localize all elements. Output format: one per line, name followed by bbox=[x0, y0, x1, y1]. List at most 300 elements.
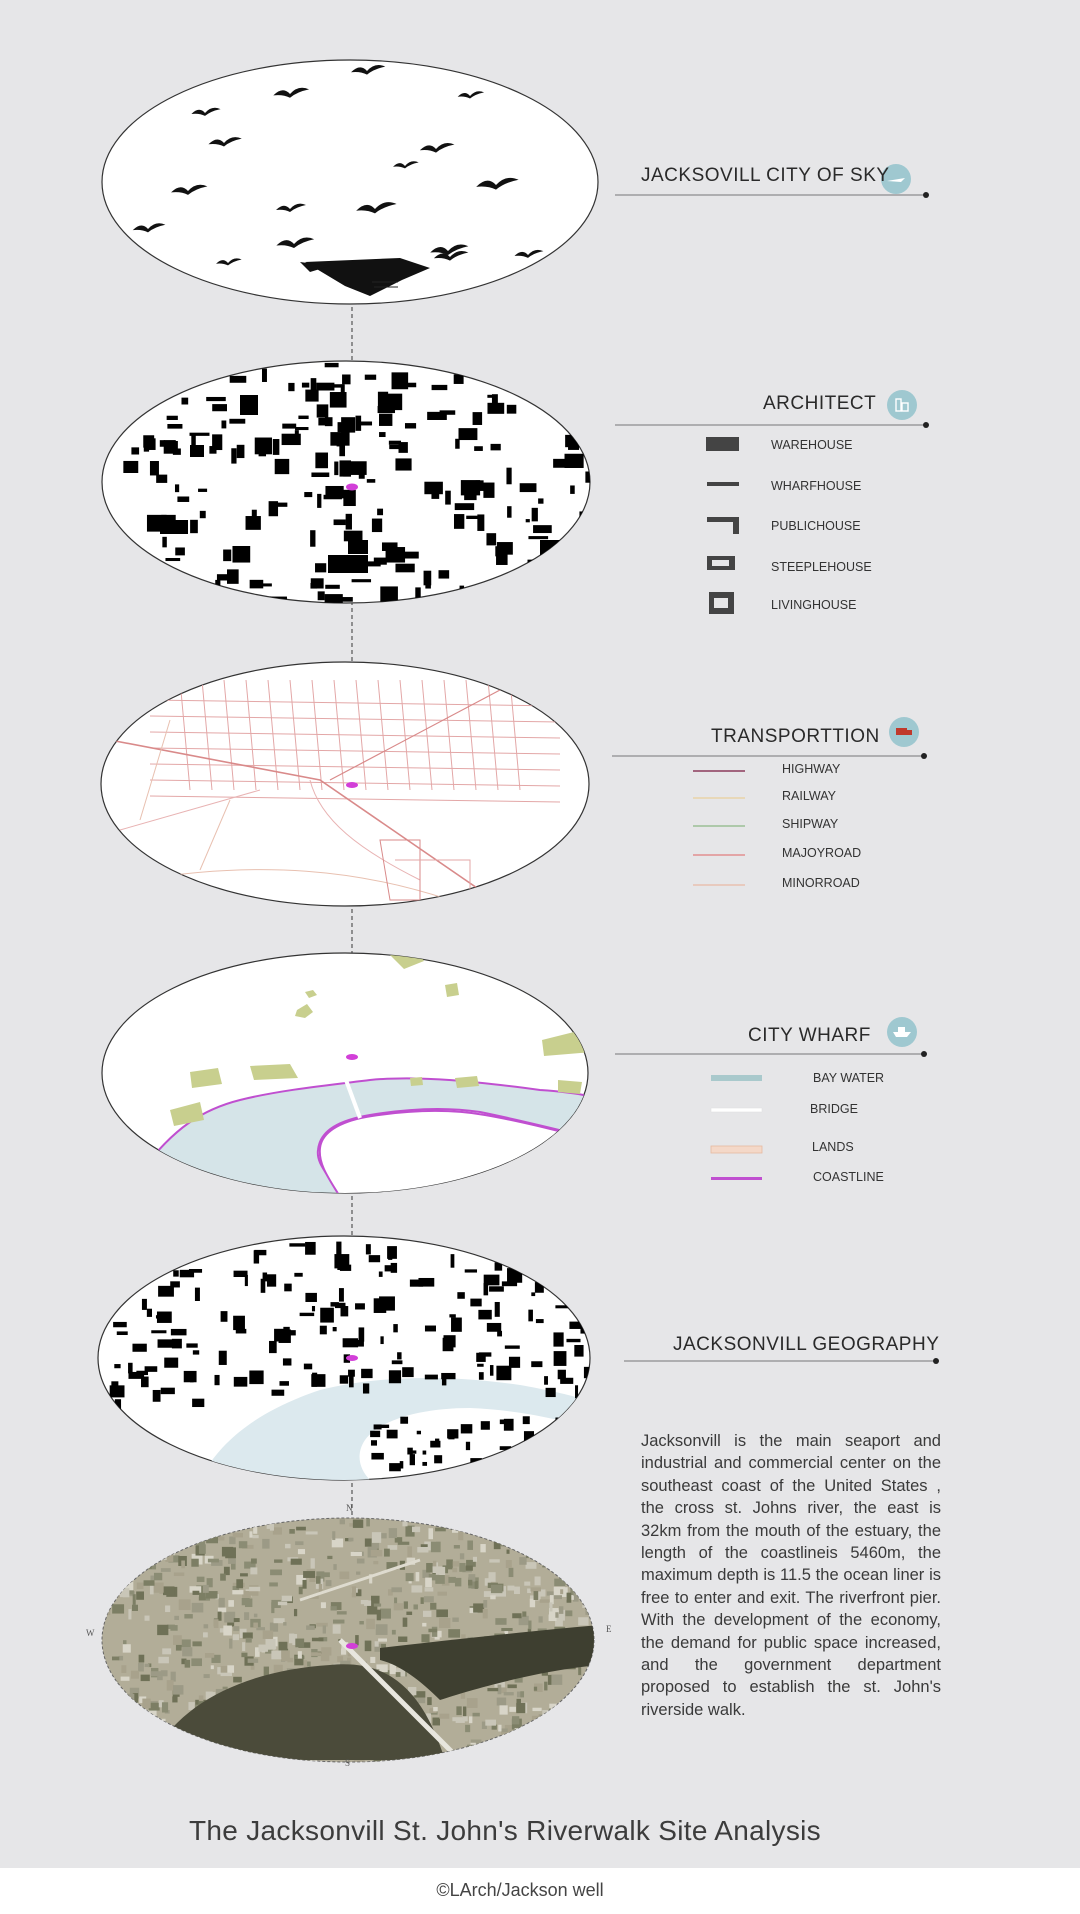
aerial-patch bbox=[578, 1667, 581, 1675]
aerial-patch bbox=[174, 1616, 179, 1620]
building-footprint bbox=[147, 1309, 152, 1317]
aerial-patch bbox=[152, 1546, 158, 1556]
legend-label: STEEPLEHOUSE bbox=[771, 560, 872, 574]
aerial-patch bbox=[517, 1538, 522, 1548]
aerial-patch bbox=[176, 1534, 187, 1543]
aerial-patch bbox=[542, 1761, 545, 1771]
aerial-patch bbox=[206, 1535, 218, 1544]
aerial-patch bbox=[136, 1591, 144, 1599]
building-icon bbox=[887, 390, 917, 420]
building-footprint bbox=[400, 1461, 404, 1468]
building-footprint bbox=[341, 417, 355, 432]
aerial-patch bbox=[534, 1740, 543, 1747]
aerial-patch bbox=[572, 1759, 580, 1764]
aerial-patch bbox=[294, 1609, 297, 1616]
aerial-patch bbox=[525, 1517, 531, 1521]
building-footprint bbox=[417, 1431, 421, 1435]
building-footprint bbox=[234, 1271, 248, 1277]
building-footprint bbox=[156, 475, 167, 483]
aerial-patch bbox=[363, 1761, 370, 1770]
aerial-patch bbox=[359, 1621, 363, 1624]
aerial-patch bbox=[214, 1619, 219, 1628]
aerial-patch bbox=[548, 1717, 554, 1727]
building-footprint bbox=[534, 1460, 538, 1467]
aerial-patch bbox=[377, 1610, 381, 1621]
aerial-patch bbox=[591, 1571, 600, 1578]
aerial-patch bbox=[500, 1705, 508, 1714]
aerial-patch bbox=[139, 1655, 145, 1663]
building-footprint bbox=[579, 511, 587, 517]
legend-swatch bbox=[711, 1177, 762, 1180]
aerial-patch bbox=[273, 1527, 282, 1534]
building-footprint bbox=[442, 1379, 446, 1386]
aerial-patch bbox=[117, 1578, 125, 1583]
aerial-patch bbox=[311, 1558, 315, 1568]
aerial-patch bbox=[439, 1618, 450, 1628]
building-footprint bbox=[311, 473, 329, 477]
aerial-patch bbox=[514, 1587, 520, 1594]
building-footprint bbox=[272, 1390, 285, 1396]
aerial-patch bbox=[398, 1542, 410, 1545]
building-footprint bbox=[334, 462, 338, 476]
building-footprint bbox=[282, 424, 296, 429]
aerial-patch bbox=[278, 1602, 287, 1606]
building-footprint bbox=[389, 1370, 401, 1383]
aerial-patch bbox=[163, 1586, 175, 1595]
building-footprint bbox=[275, 459, 290, 474]
aerial-patch bbox=[448, 1577, 455, 1583]
warehouse-glyph bbox=[706, 437, 739, 451]
aerial-patch bbox=[553, 1742, 558, 1748]
aerial-patch bbox=[154, 1726, 162, 1737]
building-footprint bbox=[294, 1273, 302, 1277]
aerial-patch bbox=[137, 1583, 144, 1589]
aerial-patch bbox=[548, 1675, 552, 1685]
aerial-patch bbox=[233, 1634, 239, 1640]
legend-swatch bbox=[711, 1146, 762, 1153]
building-footprint bbox=[395, 458, 411, 470]
aerial-patch bbox=[460, 1754, 464, 1761]
aerial-patch bbox=[565, 1723, 572, 1727]
building-footprint bbox=[114, 1364, 120, 1368]
aerial-patch bbox=[337, 1611, 347, 1614]
aerial-patch bbox=[145, 1561, 152, 1569]
aerial-patch bbox=[357, 1559, 365, 1564]
aerial-patch bbox=[132, 1549, 139, 1557]
aerial-patch bbox=[323, 1572, 330, 1577]
aerial-patch bbox=[522, 1611, 526, 1616]
building-footprint bbox=[527, 560, 537, 574]
aerial-photo-layer bbox=[100, 1516, 609, 1775]
building-footprint bbox=[221, 420, 226, 428]
aerial-patch bbox=[548, 1525, 556, 1536]
aerial-patch bbox=[551, 1724, 555, 1734]
building-footprint bbox=[507, 1268, 522, 1283]
building-footprint bbox=[320, 1326, 327, 1335]
aerial-patch bbox=[576, 1701, 582, 1707]
building-footprint bbox=[459, 428, 478, 440]
building-footprint bbox=[484, 1283, 489, 1295]
aerial-patch bbox=[145, 1710, 157, 1717]
aerial-patch bbox=[220, 1628, 224, 1632]
aerial-patch bbox=[366, 1619, 375, 1629]
building-footprint bbox=[128, 1363, 133, 1374]
aerial-patch bbox=[234, 1520, 239, 1526]
aerial-patch bbox=[243, 1632, 253, 1638]
aerial-patch bbox=[173, 1635, 182, 1645]
aerial-patch bbox=[112, 1657, 119, 1661]
aerial-patch bbox=[173, 1685, 183, 1694]
aerial-patch bbox=[425, 1587, 434, 1591]
building-footprint bbox=[230, 376, 247, 383]
aerial-patch bbox=[184, 1764, 189, 1769]
aerial-patch bbox=[439, 1519, 448, 1522]
building-footprint bbox=[255, 438, 272, 455]
building-footprint bbox=[374, 1424, 382, 1429]
building-footprint bbox=[289, 1243, 305, 1246]
building-footprint bbox=[431, 492, 439, 498]
building-footprint bbox=[402, 1367, 414, 1377]
building-footprint bbox=[227, 569, 239, 583]
building-footprint bbox=[455, 439, 459, 449]
aerial-patch bbox=[570, 1739, 574, 1745]
building-footprint bbox=[544, 1376, 548, 1385]
aerial-patch bbox=[158, 1657, 169, 1663]
rule-end-dot bbox=[921, 753, 927, 759]
aerial-patch bbox=[122, 1557, 132, 1563]
building-footprint bbox=[279, 1329, 291, 1342]
aerial-patch bbox=[544, 1536, 547, 1542]
aerial-patch bbox=[501, 1529, 510, 1533]
building-footprint bbox=[269, 501, 278, 516]
aerial-patch bbox=[507, 1586, 514, 1591]
aerial-patch bbox=[128, 1567, 138, 1578]
building-footprint bbox=[388, 1256, 392, 1260]
building-footprint bbox=[470, 1299, 481, 1307]
building-footprint bbox=[164, 1358, 178, 1368]
wharf-layer bbox=[102, 951, 600, 1200]
aerial-patch bbox=[375, 1641, 379, 1646]
legend-label: MINORROAD bbox=[782, 876, 860, 890]
aerial-patch bbox=[193, 1591, 200, 1595]
aerial-patch bbox=[544, 1728, 554, 1733]
aerial-patch bbox=[482, 1517, 492, 1527]
aerial-patch bbox=[298, 1549, 305, 1554]
aerial-patch bbox=[406, 1612, 412, 1615]
aerial-patch bbox=[517, 1540, 524, 1544]
aerial-patch bbox=[483, 1600, 487, 1608]
aerial-patch bbox=[421, 1597, 424, 1604]
aerial-patch bbox=[246, 1638, 252, 1643]
building-footprint bbox=[481, 1421, 490, 1430]
wharfhouse-glyph bbox=[707, 482, 739, 486]
building-footprint bbox=[528, 536, 548, 539]
aerial-patch bbox=[133, 1745, 142, 1756]
aerial-patch bbox=[433, 1707, 438, 1711]
aerial-patch bbox=[518, 1527, 528, 1532]
aerial-patch bbox=[107, 1531, 111, 1537]
building-footprint bbox=[262, 369, 267, 382]
aerial-patch bbox=[534, 1687, 537, 1691]
aerial-patch bbox=[506, 1560, 512, 1568]
aerial-patch bbox=[181, 1561, 185, 1569]
aerial-patch bbox=[107, 1736, 114, 1739]
aerial-patch bbox=[101, 1519, 111, 1526]
aerial-patch bbox=[456, 1706, 461, 1715]
aerial-patch bbox=[247, 1762, 256, 1771]
aerial-patch bbox=[298, 1651, 302, 1658]
building-footprint bbox=[315, 563, 326, 572]
aerial-patch bbox=[392, 1630, 396, 1635]
aerial-patch bbox=[283, 1622, 286, 1626]
building-footprint bbox=[231, 448, 236, 463]
aerial-patch bbox=[188, 1764, 192, 1769]
aerial-patch bbox=[507, 1741, 516, 1752]
building-footprint bbox=[206, 397, 226, 401]
aerial-patch bbox=[574, 1574, 583, 1581]
building-footprint bbox=[330, 392, 347, 408]
legend-label: HIGHWAY bbox=[782, 762, 841, 776]
building-footprint bbox=[461, 1424, 473, 1433]
aerial-patch bbox=[598, 1574, 607, 1578]
aerial-patch bbox=[333, 1764, 344, 1770]
building-footprint bbox=[492, 394, 498, 409]
aerial-patch bbox=[141, 1675, 150, 1681]
aerial-patch bbox=[199, 1593, 206, 1601]
aerial-patch bbox=[218, 1755, 229, 1765]
aerial-patch bbox=[126, 1544, 129, 1553]
aerial-patch bbox=[162, 1702, 168, 1712]
building-footprint bbox=[546, 1388, 556, 1397]
aerial-patch bbox=[577, 1737, 587, 1743]
legend-swatch bbox=[711, 1075, 762, 1081]
building-footprint bbox=[253, 583, 272, 586]
building-footprint bbox=[176, 1342, 180, 1346]
aerial-patch bbox=[176, 1539, 185, 1546]
building-footprint bbox=[365, 375, 376, 380]
aerial-patch bbox=[585, 1719, 590, 1723]
building-footprint bbox=[371, 1440, 377, 1445]
aerial-patch bbox=[463, 1707, 466, 1717]
aerial-patch bbox=[138, 1762, 147, 1770]
aerial-patch bbox=[311, 1652, 321, 1656]
aerial-patch bbox=[398, 1637, 407, 1642]
aerial-patch bbox=[432, 1718, 440, 1726]
building-footprint bbox=[449, 1314, 455, 1317]
aerial-patch bbox=[123, 1640, 126, 1644]
aerial-patch bbox=[498, 1725, 501, 1732]
building-footprint bbox=[209, 446, 216, 454]
aerial-patch bbox=[520, 1691, 524, 1697]
legend-label: COASTLINE bbox=[813, 1170, 884, 1184]
building-footprint bbox=[425, 1326, 436, 1332]
aerial-patch bbox=[129, 1756, 134, 1763]
building-footprint bbox=[422, 1462, 427, 1466]
aerial-patch bbox=[232, 1590, 243, 1594]
aerial-patch bbox=[578, 1617, 588, 1625]
building-footprint bbox=[173, 1270, 178, 1276]
rule-end-dot bbox=[921, 1051, 927, 1057]
aerial-patch bbox=[558, 1523, 569, 1533]
building-footprint bbox=[461, 480, 480, 495]
aerial-patch bbox=[495, 1618, 506, 1625]
aerial-patch bbox=[123, 1644, 131, 1652]
building-footprint bbox=[177, 496, 189, 501]
building-footprint bbox=[195, 1288, 200, 1301]
building-footprint bbox=[190, 1374, 194, 1383]
aerial-patch bbox=[439, 1714, 449, 1719]
aerial-patch bbox=[192, 1641, 201, 1646]
building-footprint bbox=[283, 1358, 292, 1365]
building-footprint bbox=[221, 1311, 228, 1322]
wharf-layer-title: CITY WHARF bbox=[748, 1025, 871, 1046]
aerial-patch bbox=[138, 1663, 144, 1672]
aerial-patch bbox=[122, 1560, 126, 1570]
aerial-patch bbox=[533, 1546, 542, 1552]
building-footprint bbox=[504, 1419, 514, 1431]
rule-end-dot bbox=[923, 192, 929, 198]
aerial-patch bbox=[145, 1763, 153, 1774]
aerial-patch bbox=[426, 1762, 432, 1771]
building-footprint bbox=[317, 404, 329, 417]
building-footprint bbox=[533, 525, 552, 533]
aerial-patch bbox=[158, 1719, 166, 1723]
aerial-patch bbox=[106, 1552, 115, 1557]
aerial-patch bbox=[581, 1571, 593, 1576]
aerial-patch bbox=[340, 1661, 350, 1665]
building-footprint bbox=[200, 511, 206, 518]
aerial-patch bbox=[104, 1527, 113, 1536]
aerial-patch bbox=[244, 1516, 249, 1520]
aerial-patch bbox=[264, 1667, 269, 1676]
building-footprint bbox=[560, 1460, 569, 1471]
building-footprint bbox=[569, 1322, 582, 1329]
aerial-patch bbox=[488, 1572, 495, 1582]
aerial-patch bbox=[144, 1529, 152, 1533]
building-footprint bbox=[509, 1357, 520, 1368]
building-footprint bbox=[363, 1383, 369, 1393]
building-footprint bbox=[117, 1331, 128, 1335]
building-footprint bbox=[385, 1265, 394, 1271]
aerial-patch bbox=[540, 1743, 550, 1748]
building-footprint bbox=[425, 583, 431, 589]
aerial-patch bbox=[145, 1664, 150, 1667]
building-footprint bbox=[392, 1360, 403, 1364]
aerial-patch bbox=[224, 1612, 235, 1623]
building-footprint bbox=[489, 1286, 504, 1291]
building-footprint bbox=[240, 395, 258, 415]
aerial-patch bbox=[253, 1535, 259, 1538]
aerial-patch bbox=[168, 1758, 171, 1768]
building-footprint bbox=[411, 1450, 416, 1453]
aerial-patch bbox=[192, 1603, 204, 1613]
aerial-patch bbox=[339, 1572, 349, 1580]
aerial-patch bbox=[523, 1757, 527, 1765]
building-footprint bbox=[219, 1351, 227, 1365]
aerial-patch bbox=[316, 1623, 328, 1627]
building-footprint bbox=[395, 564, 414, 573]
aerial-patch bbox=[138, 1719, 144, 1727]
compass-east: E bbox=[606, 1624, 612, 1634]
aerial-patch bbox=[102, 1562, 106, 1569]
legend-label: WHARFHOUSE bbox=[771, 479, 862, 493]
aerial-patch bbox=[204, 1624, 209, 1628]
aerial-patch bbox=[515, 1728, 526, 1734]
aerial-patch bbox=[465, 1725, 470, 1732]
aerial-patch bbox=[103, 1737, 113, 1741]
aerial-patch bbox=[154, 1573, 162, 1580]
building-footprint bbox=[217, 574, 229, 580]
building-footprint bbox=[505, 1345, 520, 1348]
aerial-patch bbox=[554, 1587, 565, 1596]
building-footprint bbox=[352, 579, 371, 582]
aerial-patch bbox=[331, 1606, 337, 1610]
aerial-patch bbox=[428, 1629, 437, 1633]
aerial-patch bbox=[151, 1671, 162, 1676]
aerial-patch bbox=[370, 1657, 375, 1663]
aerial-patch bbox=[353, 1520, 363, 1528]
aerial-patch bbox=[421, 1634, 429, 1642]
aerial-patch bbox=[486, 1764, 492, 1772]
aerial-patch bbox=[384, 1549, 390, 1557]
building-footprint bbox=[304, 492, 312, 497]
aerial-patch bbox=[452, 1568, 457, 1573]
building-footprint bbox=[165, 558, 180, 561]
aerial-patch bbox=[282, 1596, 292, 1602]
aerial-patch bbox=[436, 1567, 445, 1575]
aerial-patch bbox=[122, 1759, 133, 1768]
aerial-patch bbox=[165, 1552, 173, 1562]
aerial-patch bbox=[531, 1523, 541, 1527]
aerial-patch bbox=[574, 1586, 577, 1590]
aerial-patch bbox=[562, 1567, 566, 1571]
building-footprint bbox=[273, 439, 280, 455]
site-description: Jacksonvill is the main seaport and industrial and commercial center on the southeast coast of the United States , the cross st. Johns river, the east is 32km from the mouth of the estuary, the length of the coastlineis 5460m, the maximum depth is 11.5 the ocean liner is free to enter and exit. The riverfront pier. With the development of the economy, the demand for public space increased, and the government department proposed to establish the st. John's riverside walk. bbox=[641, 1432, 941, 1719]
building-footprint bbox=[317, 494, 321, 508]
building-footprint bbox=[192, 1399, 204, 1407]
aerial-patch bbox=[485, 1720, 496, 1726]
ship-icon bbox=[887, 1017, 917, 1047]
building-footprint bbox=[320, 1308, 334, 1323]
aerial-patch bbox=[573, 1741, 579, 1750]
aerial-patch bbox=[386, 1762, 395, 1770]
aerial-patch bbox=[323, 1625, 326, 1633]
aerial-patch bbox=[166, 1737, 174, 1747]
aerial-patch bbox=[487, 1688, 498, 1691]
building-footprint bbox=[565, 435, 583, 447]
building-footprint bbox=[305, 1242, 316, 1255]
building-footprint bbox=[150, 461, 159, 475]
building-footprint bbox=[500, 1446, 511, 1450]
aerial-patch bbox=[111, 1717, 123, 1724]
aerial-patch bbox=[251, 1558, 257, 1563]
building-footprint bbox=[507, 405, 517, 414]
building-footprint bbox=[158, 1339, 174, 1347]
aerial-patch bbox=[372, 1532, 381, 1543]
aerial-patch bbox=[509, 1707, 516, 1712]
aerial-patch bbox=[312, 1638, 324, 1642]
aerial-patch bbox=[417, 1697, 425, 1703]
aerial-patch bbox=[274, 1559, 282, 1562]
building-footprint bbox=[167, 424, 182, 429]
aerial-patch bbox=[203, 1585, 209, 1593]
aerial-patch bbox=[289, 1529, 295, 1534]
aerial-patch bbox=[332, 1531, 335, 1540]
building-footprint bbox=[334, 1254, 349, 1268]
building-footprint bbox=[359, 1327, 365, 1341]
legend-label: RAILWAY bbox=[782, 789, 836, 803]
aerial-patch bbox=[341, 1649, 346, 1655]
